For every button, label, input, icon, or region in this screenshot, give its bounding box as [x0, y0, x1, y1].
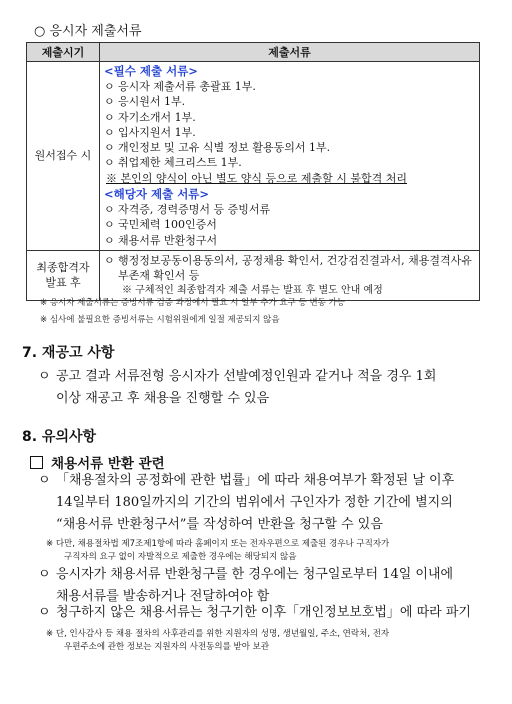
section-7-bullet: ㅇ	[38, 369, 51, 384]
paragraph-1: 「채용절차의 공정화에 관한 법률」에 따라 채용여부가 확정된 날 이후 14일부터 180일까지의 기간의 범위에서 구인자가 정한 기간에 별지의 “채용서류 반환청구서”를 작성하여 반환을 청구할 수 있음	[56, 473, 455, 532]
list-item: ㅇ 자격증, 경력증명서 등 증빙서류	[104, 203, 271, 217]
footnote: ※ 심사에 불필요한 증빙서류는 시험위원에게 일절 제공되지 않음	[40, 315, 280, 325]
required-warning: ※ 본인의 양식이 아닌 별도 양식 등으로 제출할 시 불합격 처리	[106, 171, 407, 185]
list-item: ㅇ 응시자 제출서류 총괄표 1부.	[104, 80, 256, 93]
submission-table	[26, 42, 480, 301]
list-item: ㅇ 입사지원서 1부.	[104, 125, 196, 139]
note-1: ※ 다만, 채용절차법 제7조제1항에 따라 홈페이지 또는 전자우편으로 제출된 경우나 구직자가 구직자의 요구 없이 자발적으로 제출한 경우에는 해당되지 않음	[46, 539, 390, 562]
paragraph-3: 청구하지 않은 채용서류는 청구기한 이후「개인정보보호법」에 따라 파기	[56, 605, 471, 620]
section-title: ○ 응시자 제출서류	[34, 24, 142, 39]
application-docs	[100, 62, 480, 251]
applicable-docs-title: <해당자 제출 서류>	[104, 187, 210, 202]
note-2: ※ 단, 인사감사 등 채용 절차의 사후관리를 위한 지원자의 성명, 생년월일, 주소, 연락처, 전자 우편주소에 관한 정보는 지원자의 사전동의를 받아 보관	[46, 629, 390, 652]
list-item: ㅇ 자기소개서 1부.	[104, 110, 196, 124]
list-item: ㅇ 행정정보공동이용동의서, 공정채용 확인서, 건강검진결과서, 채용결격사유 부존재 확인서 등	[104, 253, 472, 283]
list-item: ㅇ 국민체력 100인증서	[104, 218, 217, 232]
row-label-final: 최종합격자 발표 후	[27, 250, 100, 300]
section-7-title: 7. 재공고 사항	[22, 345, 115, 361]
section-8-title: 8. 유의사항	[22, 429, 97, 445]
final-note: ※ 구체적인 최종합격자 제출 서류는 발표 후 별도 안내 예정	[122, 284, 383, 296]
bullet: ㅇ	[38, 473, 51, 488]
row-label-application: 원서접수 시	[27, 62, 100, 251]
subsection-title: 채용서류 반환 관련	[30, 452, 165, 472]
header-time: 제출시기	[27, 43, 100, 62]
final-docs	[100, 250, 480, 300]
header-docs: 제출서류	[100, 43, 480, 62]
section-7-text: 공고 결과 서류전형 응시자가 선발예정인원과 같거나 적을 경우 1회 이상 재공고 후 채용을 진행할 수 있음	[56, 369, 437, 406]
checkbox-square-icon	[30, 456, 43, 469]
bullet: ㅇ	[38, 567, 51, 582]
footnote: ※ 응시자 제출서류는 증빙서류 검증 과정에서 필요 시 일부 추가 요구 등 변동 가능	[40, 298, 346, 308]
list-item: ㅇ 개인정보 및 고유 식별 정보 활용동의서 1부.	[104, 141, 331, 155]
list-item: ㅇ 응시원서 1부.	[104, 95, 186, 109]
paragraph-2: 응시자가 채용서류 반환청구를 한 경우에는 청구일로부터 14일 이내에 채용서류를 발송하거나 전달하여야 함	[56, 567, 454, 604]
list-item: ㅇ 채용서류 반환청구서	[104, 233, 218, 247]
list-item: ㅇ 취업제한 체크리스트 1부.	[104, 156, 242, 170]
bullet: ㅇ	[38, 605, 51, 620]
required-docs-title: <필수 제출 서류>	[104, 64, 198, 78]
